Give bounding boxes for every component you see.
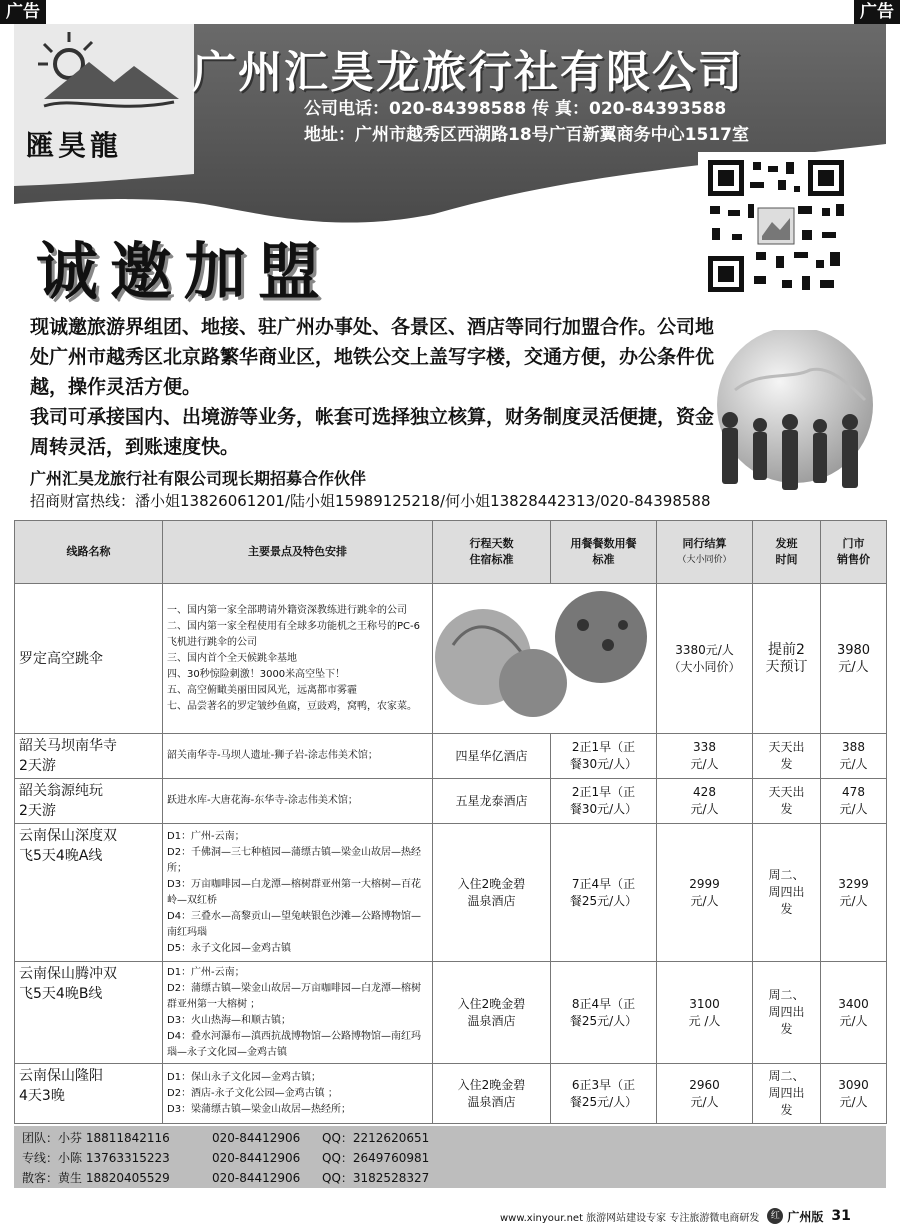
meal-standard: 8正4早（正 餐25元/人） xyxy=(551,962,657,1064)
header-detail: 主要景点及特色安排 xyxy=(163,521,433,584)
skydiving-photo-icon xyxy=(433,585,657,733)
retail-price: 3090 元/人 xyxy=(821,1064,887,1124)
logo-text: 匯昊龍 xyxy=(26,129,123,162)
header-stay: 行程天数 住宿标准 xyxy=(433,521,551,584)
depart-time: 提前2 天预订 xyxy=(753,584,821,734)
header-settle: 同行结算 （大小同价） xyxy=(657,521,753,584)
retail-price: 3400 元/人 xyxy=(821,962,887,1064)
route-detail: D1：保山永子文化园—金鸡古镇； D2：酒店-永子文化公园—金鸡古镇 ； D3：梁蒲缥古镇—梁金山故居—热经所； xyxy=(163,1064,433,1124)
skydiving-photos xyxy=(433,584,657,734)
table-header-row xyxy=(15,521,887,584)
retail-price: 478 元/人 xyxy=(821,779,887,824)
magazine-edition: 广州版 xyxy=(787,1209,824,1224)
contact-phone: 020-84412906 xyxy=(212,1131,301,1145)
stay-standard: 入住2晚金碧 温泉酒店 xyxy=(433,1064,551,1124)
header-meal: 用餐餐数用餐 标准 xyxy=(551,521,657,584)
route-table xyxy=(14,520,886,1124)
table-row xyxy=(15,734,887,779)
contact-name: 散客：黄生 18820405529 xyxy=(22,1171,170,1185)
settle-price: 2960 元/人 xyxy=(657,1064,753,1124)
contact-phone: 020-84412906 xyxy=(212,1151,301,1165)
route-detail: 一、国内第一家全部聘请外籍资深教练进行跳伞的公司 二、国内第一家全程使用有全球多功能机之王称号的PC-6飞机进行跳伞的公司 三、国内首个全天候跳伞基地 四、30秒惊险刺激！3000米高空坠下！ 五、高空俯瞰美丽田园风光，远离都市雾霾 七、品尝著名的罗定皱纱鱼腐，豆豉鸡，窝鸭，农家菜。 xyxy=(163,584,433,734)
settle-price: 338 元/人 xyxy=(657,734,753,779)
route-name: 韶关马坝南华寺 2天游 xyxy=(15,734,163,779)
route-name: 罗定高空跳伞 xyxy=(15,584,163,734)
stay-standard: 五星龙泰酒店 xyxy=(433,779,551,824)
hotline: 招商财富热线：潘小姐13826061201/陆小姐15989125218/何小姐13828442313/020-84398588 xyxy=(30,492,711,510)
depart-time: 周二、 周四出 发 xyxy=(753,824,821,962)
intro-text xyxy=(30,312,730,462)
route-name: 韶关翁源纯玩 2天游 xyxy=(15,779,163,824)
recruit-line: 广州汇昊龙旅行社有限公司现长期招募合作伙伴 xyxy=(30,469,367,488)
retail-price: 3299 元/人 xyxy=(821,824,887,962)
contact-name: 团队：小芬 18811842116 xyxy=(22,1131,170,1145)
company-address: 地址：广州市越秀区西湖路18号广百新翼商务中心1517室 xyxy=(304,125,749,145)
ad-tag-right: 广告 xyxy=(854,0,900,24)
company-phone: 公司电话：020-84398588 传 真：020-84393588 xyxy=(304,99,727,119)
header-depart: 发班 时间 xyxy=(753,521,821,584)
meal-standard: 6正3早（正 餐25元/人） xyxy=(551,1064,657,1124)
qr-code-graphic xyxy=(698,152,854,300)
route-detail: 跃进水库-大唐花海-东华寺-涂志伟美术馆； xyxy=(163,779,433,824)
table-row xyxy=(15,824,887,962)
footer-site: www.xinyour.net 旅游网站建设专家 专注旅游微电商研发 xyxy=(500,1212,760,1224)
retail-price: 3980 元/人 xyxy=(821,584,887,734)
depart-time: 天天出 发 xyxy=(753,779,821,824)
route-name: 云南保山深度双 飞5天4晚A线 xyxy=(15,824,163,962)
page-title: 诚邀加盟 xyxy=(36,235,333,308)
intro-paragraph-2: 我司可承接国内、出境游等业务，帐套可选择独立核算，财务制度灵活便捷，资金周转灵活，到账速度快。 xyxy=(30,406,715,458)
contact-qq: QQ：2649760981 xyxy=(322,1151,430,1165)
meal-standard: 2正1早（正 餐30元/人） xyxy=(551,779,657,824)
intro-paragraph-1: 现诚邀旅游界组团、地接、驻广州办事处、各景区、酒店等同行加盟合作。公司地处广州市越秀区北京路繁华商业区，地铁公交上盖写字楼，交通方便，办公条件优越，操作灵活方便。 xyxy=(30,316,715,398)
contact-name: 专线：小陈 13763315223 xyxy=(22,1151,170,1165)
table-row xyxy=(15,584,887,734)
contacts-panel xyxy=(14,1126,886,1188)
mountain-sun-icon xyxy=(14,24,194,124)
meal-standard: 2正1早（正 餐30元/人） xyxy=(551,734,657,779)
contact-row xyxy=(22,1128,886,1148)
settle-price: 2999 元/人 xyxy=(657,824,753,962)
stay-standard: 入住2晚金碧 温泉酒店 xyxy=(433,824,551,962)
header-price: 门市 销售价 xyxy=(821,521,887,584)
stay-standard: 入住2晚金碧 温泉酒店 xyxy=(433,962,551,1064)
stay-standard: 四星华亿酒店 xyxy=(433,734,551,779)
route-detail: D1：广州-云南； D2：千佛洞—三七种植园—蒲缥古镇—梁金山故居—热经所； D3：万亩咖啡园—白龙潭—榕树群亚州第一大榕树—百花岭—双红桥 D4：三叠水—高黎贡山—望兔峡银色沙滩—公路博物馆—南红玛瑙 D5：永子文化园—金鸡古镇 xyxy=(163,824,433,962)
settle-price: 3100 元 /人 xyxy=(657,962,753,1064)
table-row xyxy=(15,1064,887,1124)
qr-code xyxy=(698,152,854,300)
retail-price: 388 元/人 xyxy=(821,734,887,779)
header-contact xyxy=(304,96,749,148)
logo xyxy=(14,24,194,174)
settle-price: 428 元/人 xyxy=(657,779,753,824)
ad-tag-left: 广告 xyxy=(0,0,46,24)
contact-phone: 020-84412906 xyxy=(212,1171,301,1185)
contact-qq: QQ：2212620651 xyxy=(322,1131,430,1145)
contact-qq: QQ：3182528327 xyxy=(322,1171,430,1185)
meal-standard: 7正4早（正 餐25元/人） xyxy=(551,824,657,962)
settle-price: 3380元/人 （大小同价） xyxy=(657,584,753,734)
route-detail: D1：广州-云南； D2：蒲缥古镇—梁金山故居—万亩咖啡园—白龙潭—榕树群亚州第一大榕树 ； D3：火山热海—和顺古镇； D4：叠水河瀑布—滇西抗战博物馆—公路博物馆—南红玛瑙—永子文化园—金鸡古镇 xyxy=(163,962,433,1064)
page-number: 31 xyxy=(831,1208,851,1224)
contact-row xyxy=(22,1168,886,1188)
route-detail: 韶关南华寺-马坝人遗址-狮子岩-涂志伟美术馆； xyxy=(163,734,433,779)
company-name: 广州汇昊龙旅行社有限公司 xyxy=(192,47,744,98)
depart-time: 周二、 周四出 发 xyxy=(753,1064,821,1124)
table-row xyxy=(15,779,887,824)
route-name: 云南保山腾冲双 飞5天4晚B线 xyxy=(15,962,163,1064)
depart-time: 天天出 发 xyxy=(753,734,821,779)
footer xyxy=(500,1204,886,1228)
magazine-logo-icon: 红 xyxy=(767,1208,783,1224)
table-row xyxy=(15,962,887,1064)
depart-time: 周二、 周四出 发 xyxy=(753,962,821,1064)
contact-row xyxy=(22,1148,886,1168)
route-name: 云南保山隆阳 4天3晚 xyxy=(15,1064,163,1124)
header-route: 线路名称 xyxy=(15,521,163,584)
